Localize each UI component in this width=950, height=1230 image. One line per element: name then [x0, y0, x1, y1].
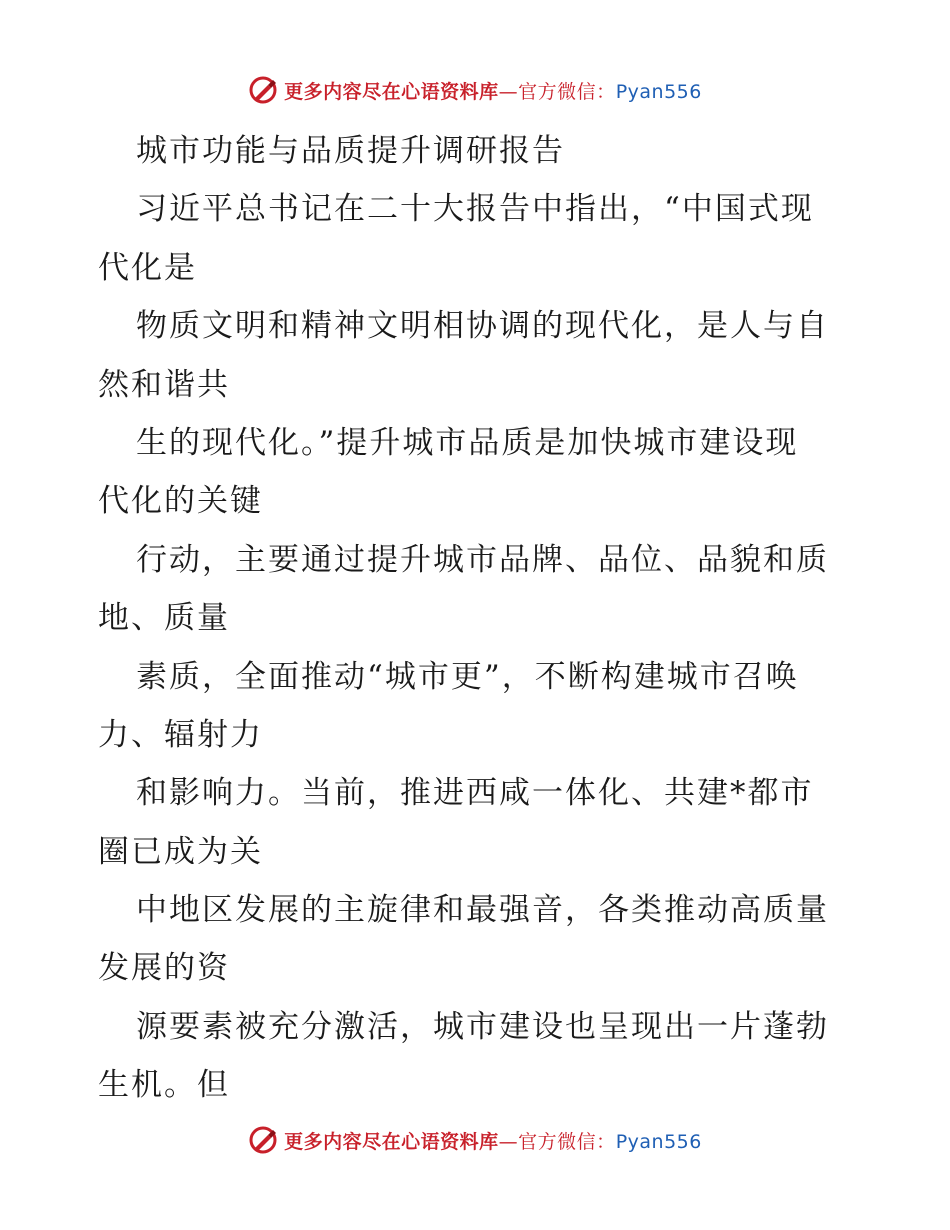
text-line: 中地区发展的主旋律和最强音，各类推动高质量 [136, 892, 829, 929]
text-line: 习近平总书记在二十大报告中指出，“中国式现 [136, 191, 814, 228]
text-line: 素质，全面推动“城市更”，不断构建城市召唤 [136, 658, 799, 695]
watermark-text-wechat-id: Pyan556 [615, 80, 702, 103]
text-line: 物质文明和精神文明相协调的现代化，是人与自 [136, 308, 829, 345]
text-line: 生机。但 [98, 1067, 230, 1104]
footer-watermark-banner [0, 1120, 950, 1160]
text-line: 然和谐共 [98, 366, 230, 403]
watermark-text [284, 1127, 702, 1154]
document-body [98, 122, 858, 1115]
header-watermark-banner [0, 70, 950, 110]
watermark-text-wechat-label: —官方微信： [498, 1130, 616, 1153]
text-line: 代化的关键 [98, 483, 263, 520]
text-line: 力、辐射力 [98, 716, 263, 753]
text-line: 代化是 [98, 249, 197, 286]
pen-logo-icon [248, 75, 278, 105]
document-title: 城市功能与品质提升调研报告 [136, 133, 565, 169]
text-line: 地、质量 [98, 600, 230, 637]
pen-logo-icon [248, 1125, 278, 1155]
watermark-text-brand: 更多内容尽在心语资料库 [284, 1130, 499, 1153]
text-line: 源要素被充分激活，城市建设也呈现出一片蓬勃 [136, 1008, 829, 1045]
text-line: 行动，主要通过提升城市品牌、品位、品貌和质 [136, 541, 829, 578]
watermark-text-wechat-label: —官方微信： [498, 80, 616, 103]
text-line: 圈已成为关 [98, 833, 263, 870]
watermark-text-brand: 更多内容尽在心语资料库 [284, 80, 499, 103]
text-line: 和影响力。当前，推进西咸一体化、共建*都市 [136, 775, 814, 812]
text-line: 发展的资 [98, 950, 230, 987]
text-line: 生的现代化。”提升城市品质是加快城市建设现 [136, 424, 799, 461]
watermark-text [284, 77, 702, 104]
watermark-text-wechat-id: Pyan556 [615, 1130, 702, 1153]
